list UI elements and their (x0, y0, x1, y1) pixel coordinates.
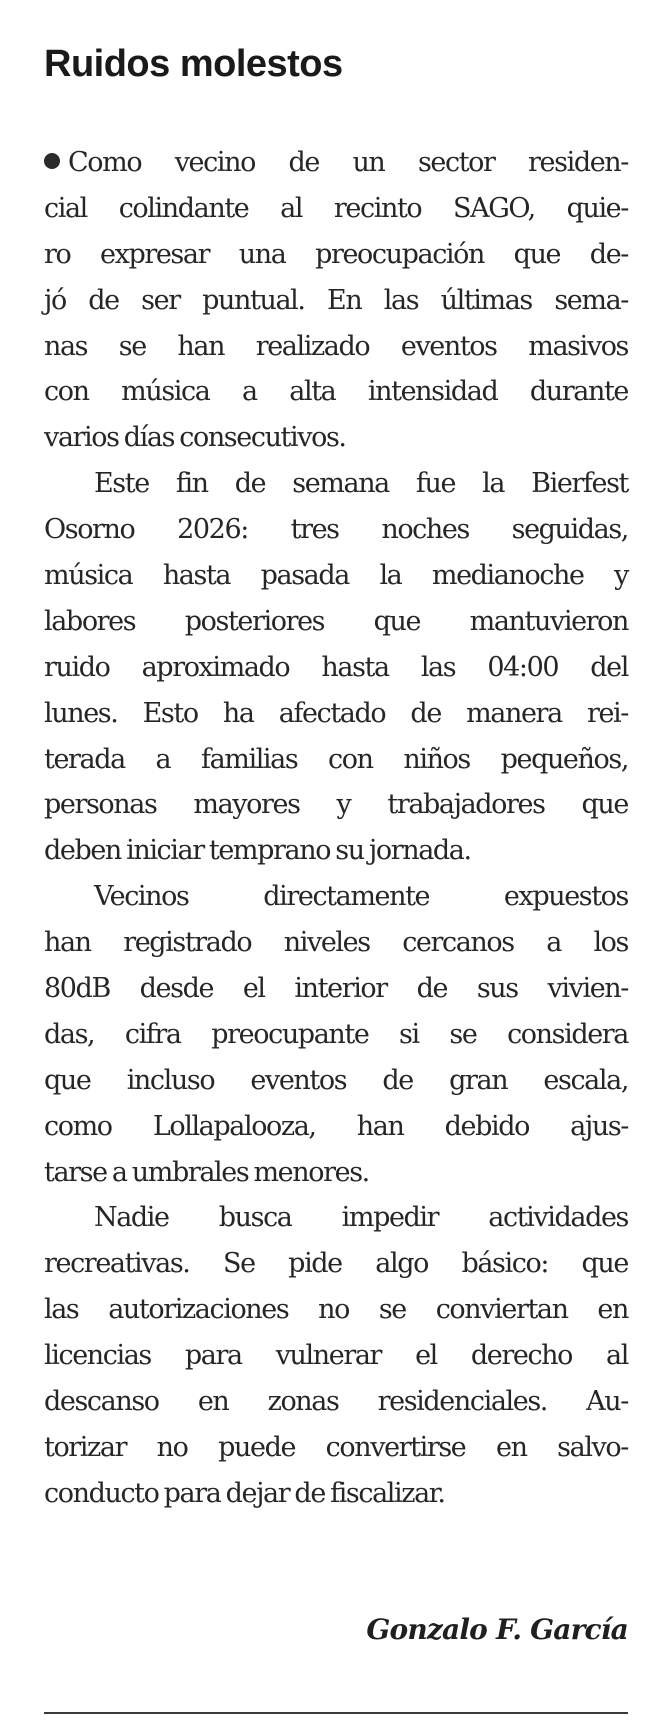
text-line: licencias para vulnerar el derecho al (44, 1340, 628, 1372)
text-line: como Lollapalooza, han debido ajus- (44, 1110, 628, 1142)
letter-body (44, 140, 628, 1517)
text-line: han registrado niveles cercanos a los (44, 927, 628, 959)
text-line: descanso en zonas residenciales. Au- (44, 1386, 628, 1418)
text-line: torizar no puede convertirse en salvo- (44, 1431, 628, 1463)
bullet-icon (44, 153, 60, 169)
text-line: labores posteriores que mantuvieron (44, 605, 628, 637)
text-line: Este fin de semana fue la Bierfest (94, 468, 628, 500)
text-line: das, cifra preocupante si se considera (44, 1018, 628, 1050)
text-line: deben iniciar temprano su jornada. (44, 835, 471, 867)
text-line: jó de ser puntual. En las últimas sema- (44, 284, 628, 316)
author-signature: Gonzalo F. García (366, 1613, 628, 1646)
text-line: terada a familias con niños pequeños, (44, 743, 628, 775)
text-line: música hasta pasada la medianoche y (44, 560, 628, 592)
headline: Ruidos molestos (44, 43, 343, 85)
text-line: ruido aproximado hasta las 04:00 del (44, 651, 628, 683)
text-line: Osorno 2026: tres noches seguidas, (44, 514, 628, 546)
text-line: con música a alta intensidad durante (44, 376, 628, 408)
text-line: Vecinos directamente expuestos (94, 881, 628, 913)
bottom-rule-divider (44, 1712, 628, 1714)
text-line: conducto para dejar de fiscalizar. (44, 1477, 445, 1509)
text-line: Como vecino de un sector residen- (44, 140, 628, 186)
text-line: que incluso eventos de gran escala, (44, 1064, 628, 1096)
text-line: tarse a umbrales menores. (44, 1156, 369, 1188)
text-line: recreativas. Se pide algo básico: que (44, 1248, 628, 1280)
text-line: nas se han realizado eventos masivos (44, 330, 628, 362)
text-line: Nadie busca impedir actividades (94, 1202, 628, 1234)
text-line: lunes. Esto ha afectado de manera rei- (44, 697, 628, 729)
text-line: 80dB desde el interior de sus vivien- (44, 973, 628, 1005)
text-line: personas mayores y trabajadores que (44, 789, 628, 821)
text-line: cial colindante al recinto SAGO, quie- (44, 192, 628, 224)
text-line: las autorizaciones no se conviertan en (44, 1294, 628, 1326)
text-line: varios días consecutivos. (44, 422, 346, 454)
text-line: ro expresar una preocupación que de- (44, 238, 628, 270)
